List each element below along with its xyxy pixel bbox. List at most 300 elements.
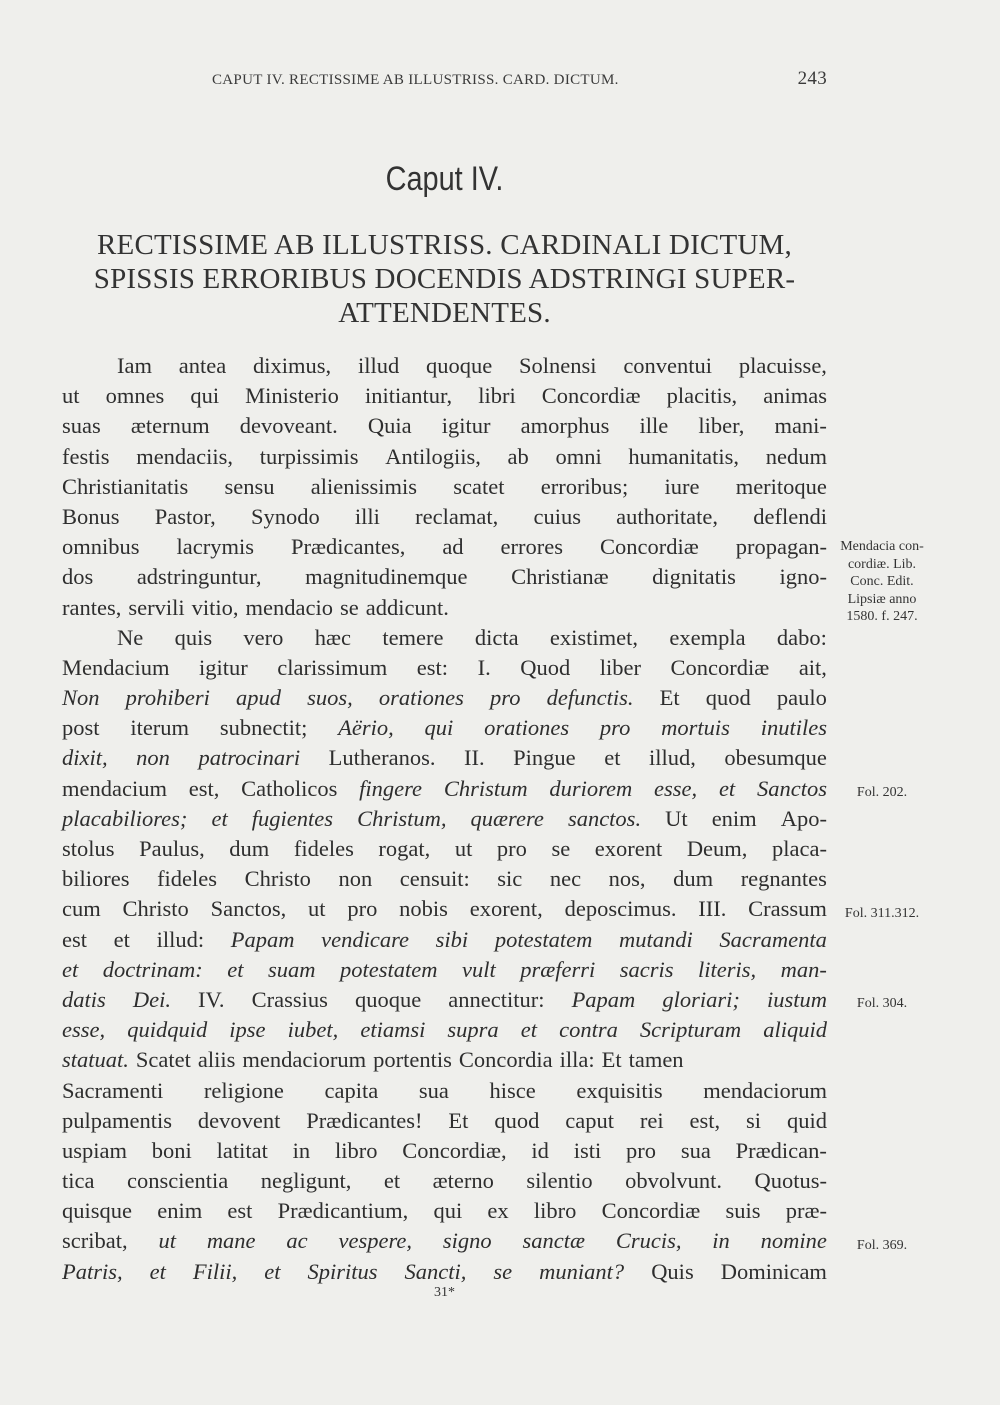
word: Lutheranos. <box>328 745 436 771</box>
word: lacrymis <box>176 534 254 560</box>
word: Pastor, <box>154 503 216 529</box>
word: nedum <box>765 443 827 469</box>
word: religione <box>203 1077 284 1103</box>
word: Synodo <box>250 503 320 529</box>
word: censuit: <box>399 866 470 892</box>
word: initiantur, <box>364 383 453 409</box>
text-line <box>62 532 827 562</box>
word: rei <box>639 1107 664 1133</box>
word: libro <box>533 1198 577 1224</box>
word: libro <box>334 1137 378 1163</box>
word: tica <box>62 1168 95 1194</box>
text-line <box>62 925 827 955</box>
word: omni <box>555 443 602 469</box>
word: nec <box>549 866 582 892</box>
word: liber <box>599 654 641 680</box>
word: Mendacium <box>62 654 170 680</box>
margin-note <box>826 538 938 626</box>
word: Patris, <box>62 1258 123 1284</box>
word: magnitudinemque <box>305 564 468 590</box>
text-line <box>62 894 827 924</box>
word: iure <box>664 473 700 499</box>
chapter-heading <box>62 228 827 330</box>
word: devovent <box>197 1107 281 1133</box>
text-line <box>62 1257 827 1287</box>
word: Sanctos <box>756 775 827 801</box>
word: stolus <box>62 836 115 861</box>
word: Concordiæ <box>541 383 641 409</box>
word: obvolvunt. <box>625 1168 722 1194</box>
word: regnantes <box>740 866 827 892</box>
word: Christum, <box>357 805 447 831</box>
word: quidquid <box>127 1017 208 1043</box>
word: Christianæ <box>511 564 609 590</box>
word: Quia <box>367 413 412 439</box>
word: erroribus; <box>540 473 629 499</box>
text-line <box>62 1166 827 1196</box>
word: placabiliores; <box>62 805 188 831</box>
word: III. <box>698 896 727 922</box>
word: ait, <box>798 654 827 680</box>
word: exorent, <box>469 896 543 922</box>
word: Sancti, <box>404 1258 467 1284</box>
margin-note <box>826 905 938 923</box>
word: Filii, <box>192 1258 238 1284</box>
word: vult <box>462 956 496 982</box>
word: dos <box>62 564 94 590</box>
word: libri <box>478 383 516 409</box>
word: Christianitatis <box>62 473 189 499</box>
word: vitio, <box>191 594 239 620</box>
text-line <box>62 774 827 804</box>
margin-note-line: 1580. f. 247. <box>846 609 918 625</box>
text-line <box>62 985 827 1015</box>
word: vero <box>243 624 284 650</box>
word: Dei. <box>132 986 171 1012</box>
word: Pingue <box>513 745 576 771</box>
word: apud <box>235 685 281 711</box>
word: pro <box>496 836 527 861</box>
word: aliis <box>197 1047 236 1073</box>
word: fideles <box>293 836 354 861</box>
word: fugientes <box>251 805 334 831</box>
word: illa: <box>559 1047 595 1073</box>
running-head-title: CAPUT IV. RECTISSIME AB ILLUSTRISS. CARD. DICTUM. <box>212 72 619 88</box>
word: deflendi <box>753 503 827 529</box>
word: paulo <box>776 685 827 711</box>
text-line <box>62 683 827 713</box>
text-line <box>62 864 827 894</box>
word: Quis <box>651 1258 694 1284</box>
word: contra <box>559 1017 618 1043</box>
word: Christo <box>122 896 189 922</box>
word: liber, <box>698 413 745 439</box>
word: est, <box>188 775 220 801</box>
word: est <box>62 926 87 952</box>
word: etiamsi <box>360 1017 426 1043</box>
word: ipse <box>229 1017 266 1043</box>
margin-note-line: Conc. Edit. <box>850 574 914 590</box>
word: potestatem <box>494 926 593 952</box>
text-line <box>62 593 827 623</box>
word: Ut <box>665 805 688 831</box>
word: dicta <box>474 624 519 650</box>
word: mutandi <box>618 926 693 952</box>
word: boni <box>151 1137 192 1163</box>
word: clarissimum <box>277 654 388 680</box>
margin-note-line: Fol. 304. <box>856 996 908 1012</box>
word: est <box>227 1198 253 1224</box>
word: et <box>62 956 79 982</box>
word: qui <box>424 715 454 741</box>
heading-line: ATTENDENTES. <box>338 297 551 329</box>
word: Christum <box>443 775 528 801</box>
word: Prædicantes, <box>290 534 406 560</box>
word: suas <box>62 413 101 439</box>
body-text <box>62 351 827 1287</box>
word: mendaciis, <box>136 443 234 469</box>
word: igno- <box>779 564 827 590</box>
word: ut <box>454 836 473 861</box>
word: meritoque <box>735 473 827 499</box>
word: pulpamentis <box>62 1107 172 1133</box>
word: errores <box>500 534 564 560</box>
word: II. <box>464 745 485 771</box>
word: ac <box>286 1228 308 1254</box>
word: qui <box>190 383 220 409</box>
word: nomine <box>760 1228 827 1254</box>
word: rogat, <box>378 836 431 861</box>
word: et <box>520 1017 537 1043</box>
text-line <box>62 1226 827 1256</box>
word: quisque <box>62 1198 132 1224</box>
word: et <box>383 1168 401 1194</box>
word: addicunt. <box>365 594 449 620</box>
word: illud: <box>156 926 205 952</box>
word: scatet <box>453 473 505 499</box>
word: Papam <box>571 986 636 1012</box>
heading-line: SPISSIS ERRORIBUS DOCENDIS ADSTRINGI SUPER- <box>93 263 796 295</box>
word: Et <box>448 1107 469 1133</box>
word: pro <box>490 685 521 711</box>
word: quoque <box>354 986 422 1012</box>
word: propagan- <box>735 534 827 560</box>
word: illi <box>354 503 380 529</box>
word: diximus, <box>253 353 332 378</box>
word: placitis, <box>666 383 738 409</box>
word: supra <box>447 1017 499 1043</box>
word: hæc <box>314 624 351 650</box>
word: temere <box>382 624 444 650</box>
word: reclamat, <box>415 503 499 529</box>
word: æterno <box>432 1168 494 1194</box>
word: signo <box>442 1228 492 1254</box>
word: sanctæ <box>522 1228 585 1254</box>
word: exorent <box>594 836 663 861</box>
word: amorphus <box>520 413 610 439</box>
word: se <box>493 1258 513 1284</box>
word: humanitatis, <box>628 443 740 469</box>
text-line <box>62 623 827 653</box>
word: et <box>604 745 621 771</box>
word: Dominicam <box>720 1258 827 1284</box>
word: et <box>211 805 228 831</box>
chapter-title: Caput IV. <box>385 160 504 198</box>
word: man- <box>780 956 827 982</box>
word: est, <box>689 1107 721 1133</box>
word: ad <box>442 534 464 560</box>
word: dum <box>673 866 714 892</box>
word: ut <box>62 383 80 409</box>
text-line <box>62 1136 827 1166</box>
word: cuius <box>533 503 581 529</box>
word: Christo <box>244 866 311 892</box>
word: et <box>227 956 244 982</box>
word: obesumque <box>724 745 827 771</box>
word: orationes <box>484 715 570 741</box>
word: non <box>136 745 170 771</box>
text-line <box>62 502 827 532</box>
word: prohiberi <box>125 685 210 711</box>
word: post <box>62 715 100 741</box>
word: Concordiæ <box>601 1198 701 1224</box>
text-line <box>62 381 827 411</box>
word: igitur <box>441 413 491 439</box>
text-line <box>62 1196 827 1226</box>
word: Sacramenta <box>719 926 827 952</box>
word: sacris <box>619 956 674 982</box>
word: gloriari; <box>662 986 740 1012</box>
word: ut <box>158 1228 176 1254</box>
word: ut <box>308 896 326 922</box>
word: mane <box>206 1228 256 1254</box>
word: Et <box>601 1047 622 1073</box>
word: datis <box>62 986 106 1012</box>
word: Prædican- <box>735 1137 827 1163</box>
word: uspiam <box>62 1137 127 1163</box>
margin-note <box>826 1237 938 1255</box>
word: si <box>746 1107 762 1133</box>
word: sibi <box>435 926 469 952</box>
margin-note <box>826 995 938 1013</box>
word: pro <box>626 1137 657 1163</box>
word: dum <box>229 836 270 861</box>
word: Crassius <box>251 986 328 1012</box>
text-line <box>62 653 827 683</box>
word: quod <box>494 1107 540 1133</box>
word: cum <box>62 896 101 922</box>
word: vespere, <box>338 1228 412 1254</box>
word: sensu <box>224 473 275 499</box>
page-number: 243 <box>797 68 827 89</box>
word: placa- <box>772 836 827 861</box>
word: pro <box>599 715 631 741</box>
word: Non <box>62 685 100 711</box>
word: et <box>264 1258 281 1284</box>
word: quid <box>786 1107 827 1133</box>
word: in <box>292 1137 311 1163</box>
word: æternum <box>130 413 210 439</box>
word: fideles <box>157 866 218 892</box>
word: illud, <box>649 745 696 771</box>
word: Spiritus <box>307 1258 378 1284</box>
text-line <box>62 1106 827 1136</box>
word: annectitur: <box>448 986 545 1012</box>
word: Concordiæ, <box>402 1137 507 1163</box>
word: dabo: <box>776 624 827 650</box>
word: nos, <box>608 866 646 892</box>
word: Scripturam <box>639 1017 742 1043</box>
word: latitat <box>216 1137 268 1163</box>
word: Ne <box>117 624 144 650</box>
word: muniant? <box>539 1258 625 1284</box>
word: duriorem <box>549 775 633 801</box>
word: fingere <box>359 775 423 801</box>
word: IV. <box>198 986 225 1012</box>
word: esse, <box>654 775 698 801</box>
word: festis <box>62 443 110 469</box>
word: in <box>712 1228 730 1254</box>
margin-note-line: Fol. 202. <box>856 784 908 800</box>
word: pro <box>347 896 378 922</box>
word: adstringuntur, <box>136 564 262 590</box>
text-line <box>62 472 827 502</box>
word: Catholicos <box>241 775 338 801</box>
word: Sanctos, <box>210 896 287 922</box>
word: Scatet <box>135 1047 191 1073</box>
word: alienissimis <box>310 473 417 499</box>
word: Prædicantium, <box>277 1198 409 1224</box>
text-line <box>62 1045 827 1075</box>
word: quis <box>174 624 213 650</box>
word: Concordiæ <box>600 534 699 560</box>
word: authoritate, <box>616 503 719 529</box>
word: mendaciorum <box>703 1077 827 1103</box>
word: turpissimis <box>259 443 359 469</box>
word: mendaciorum <box>242 1047 367 1073</box>
word: igitur <box>199 654 248 680</box>
word: tamen <box>628 1047 684 1073</box>
word: Crassum <box>748 896 827 922</box>
word: orationes <box>378 685 464 711</box>
word: Concordiæ <box>670 654 770 680</box>
word: omnibus <box>62 534 140 560</box>
margin-note-line: Mendacia con- <box>840 539 924 555</box>
text-line <box>62 743 827 773</box>
word: enim <box>711 805 757 831</box>
word: dignitatis <box>652 564 736 590</box>
word: rantes, <box>62 594 122 620</box>
word: Sacramenti <box>62 1077 164 1103</box>
word: inutiles <box>760 715 827 741</box>
word: mendacium <box>62 775 167 801</box>
word: præferri <box>520 956 596 982</box>
word: potestatem <box>340 956 438 982</box>
word: Concordia <box>458 1047 553 1073</box>
text-line <box>62 442 827 472</box>
word: hisce <box>489 1077 536 1103</box>
word: vendicare <box>321 926 410 952</box>
word: et <box>718 775 736 801</box>
word: suos, <box>307 685 353 711</box>
word: devoveant. <box>239 413 338 439</box>
word: et <box>113 926 130 952</box>
word: Solnensi <box>519 353 597 378</box>
word: animas <box>763 383 827 409</box>
word: Crucis, <box>615 1228 682 1254</box>
word: sua <box>418 1077 449 1103</box>
word: aliquid <box>763 1017 827 1043</box>
text-line <box>62 834 827 864</box>
word: defunctis. <box>546 685 634 711</box>
word: esse, <box>62 1017 106 1043</box>
word: conscientia <box>126 1168 229 1194</box>
word: quod <box>705 685 751 711</box>
word: biliores <box>62 866 130 892</box>
word: mani- <box>774 413 827 439</box>
word: placuisse, <box>738 353 827 378</box>
word: Paulus, <box>139 836 205 861</box>
word: patrocinari <box>198 745 301 771</box>
word: Papam <box>230 926 295 952</box>
word: id <box>531 1137 549 1163</box>
word: servili <box>128 594 185 620</box>
word: iubet, <box>287 1017 339 1043</box>
word: caput <box>565 1107 614 1133</box>
word: Apo- <box>780 805 827 831</box>
signature-mark: 31* <box>434 1285 455 1300</box>
margin-note-line: Fol. 369. <box>856 1237 908 1253</box>
word: se <box>339 594 359 620</box>
margin-note-line: Lipsiæ anno <box>847 591 917 607</box>
word: præ- <box>785 1198 827 1224</box>
margin-note <box>826 784 938 802</box>
word: Quod <box>520 654 571 680</box>
margin-note-line: cordiæ. Lib. <box>847 556 917 572</box>
word: conventui <box>623 353 713 378</box>
word: enim <box>157 1198 203 1224</box>
word: portentis <box>373 1047 452 1073</box>
word: dixit, <box>62 745 108 771</box>
word: iterum <box>130 715 190 741</box>
word: Bonus <box>62 503 120 529</box>
word: Ministerio <box>245 383 339 409</box>
word: mortuis <box>661 715 730 741</box>
word: negligunt, <box>260 1168 352 1194</box>
word: scribat, <box>62 1228 128 1254</box>
word: ex <box>487 1198 509 1224</box>
text-line <box>62 804 827 834</box>
word: et <box>149 1258 166 1284</box>
word: qui <box>433 1198 463 1224</box>
word: Prædicantes! <box>306 1107 423 1133</box>
heading-line: RECTISSIME AB ILLUSTRISS. CARDINALI DICTUM, <box>97 229 792 261</box>
word: sic <box>497 866 523 892</box>
text-line <box>62 1076 827 1106</box>
text-line <box>62 351 827 381</box>
word: omnes <box>105 383 165 409</box>
text-line <box>62 713 827 743</box>
word: antea <box>178 353 227 378</box>
word: ab <box>507 443 529 469</box>
word: capita <box>324 1077 379 1103</box>
word: deposcimus. <box>564 896 677 922</box>
word: est: <box>416 654 449 680</box>
word: Quotus- <box>754 1168 827 1194</box>
word: suam <box>268 956 316 982</box>
word: non <box>338 866 373 892</box>
word: nobis <box>399 896 448 922</box>
